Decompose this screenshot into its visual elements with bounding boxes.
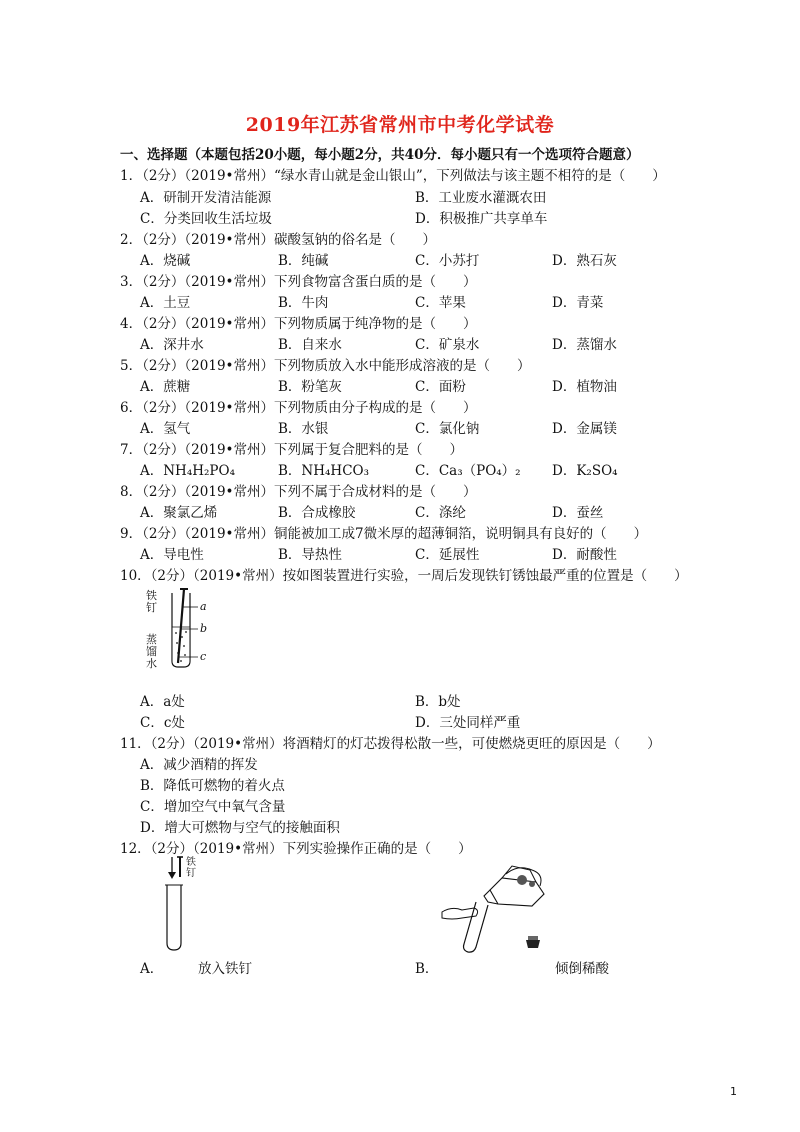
option-b: B．NH₄HCO₃ [278,463,369,479]
question-stem: 4．（2分）（2019•常州）下列物质属于纯净物的是（ ） [120,316,477,332]
option-c: C．延展性 [415,547,480,563]
question-stem: 8．（2分）（2019•常州）下列不属于合成材料的是（ ） [120,484,477,500]
option-d: D．耐酸性 [552,547,617,563]
question-stem: 1．（2分）（2019•常州）“绿水青山就是金山银山”，下列做法与该主题不相符的是（ ） [120,168,666,184]
question-stem: 10．（2分）（2019•常州）按如图装置进行实验，一周后发现铁钉锈蚀最严重的位置是（ ） [120,568,688,584]
option-b: B．自来水 [278,337,342,353]
option-a-caption: 放入铁钉 [198,961,252,977]
option-c: C．氯化钠 [415,421,480,437]
section-heading: 一、选择题（本题包括20小题，每小题2分，共40分．每小题只有一个选项符合题意） [120,147,640,163]
option-c: C．面粉 [415,379,466,395]
option-b: B．降低可燃物的着火点 [140,778,285,794]
option-d: D．K₂SO₄ [552,463,618,479]
option-a: A．聚氯乙烯 [140,505,218,521]
option-d: D．植物油 [552,379,617,395]
figure-point-b: b [200,622,208,635]
option-c: C．矿泉水 [415,337,480,353]
option-b: B．工业废水灌溉农田 [415,190,547,206]
option-d: D．青菜 [552,295,604,311]
option-d: D．蒸馏水 [552,337,617,353]
question-stem: 2．（2分）（2019•常州）碳酸氢钠的俗名是（ ） [120,232,436,248]
option-b: B．合成橡胶 [278,505,356,521]
option-d: D．蚕丝 [552,505,604,521]
option-a: A．a处 [140,694,185,710]
question-stem: 5．（2分）（2019•常州）下列物质放入水中能形成溶液的是（ ） [120,358,531,374]
option-c: C．苹果 [415,295,466,311]
option-a: A．蔗糖 [140,379,191,395]
option-c: C．Ca₃（PO₄）₂ [415,463,521,479]
question-stem: 12．（2分）（2019•常州）下列实验操作正确的是（ ） [120,841,472,857]
figure-label-water: 蒸馏水 [146,633,157,670]
option-c: C．分类回收生活垃圾 [140,211,272,227]
option-a: A．导电性 [140,547,204,563]
figure-point-c: c [200,650,207,663]
option-b: B．b处 [415,694,461,710]
option-b: B．牛肉 [278,295,329,311]
pour-acid-figure [440,860,560,955]
option-d: D．金属镁 [552,421,617,437]
option-d: D．熟石灰 [552,253,617,269]
test-tube-nail-figure [140,585,220,670]
option-b: B． [415,961,439,977]
figure-label-nail-q12: 铁钉 [186,857,196,879]
option-a: A．深井水 [140,337,204,353]
option-a: A．减少酒精的挥发 [140,757,258,773]
question-stem: 6．（2分）（2019•常州）下列物质由分子构成的是（ ） [120,400,477,416]
page-number: 1 [730,1085,737,1098]
question-stem: 9．（2分）（2019•常州）铜能被加工成7微米厚的超薄铜箔，说明铜具有良好的（ ） [120,526,648,542]
option-a: A．氢气 [140,421,191,437]
option-b: B．导热性 [278,547,342,563]
option-c: C．涤纶 [415,505,466,521]
option-c: C．小苏打 [415,253,480,269]
option-a: A． [140,961,164,977]
page-title: 2019年江苏省常州市中考化学试卷 [245,114,555,136]
option-b: B．水银 [278,421,329,437]
option-d: D．三处同样严重 [415,715,521,731]
question-stem: 3．（2分）（2019•常州）下列食物富含蛋白质的是（ ） [120,274,477,290]
question-stem: 11．（2分）（2019•常州）将酒精灯的灯芯拨得松散一些，可使燃烧更旺的原因是（ ） [120,736,661,752]
option-c: C．c处 [140,715,185,731]
option-a: A．烧碱 [140,253,191,269]
option-b: B．纯碱 [278,253,329,269]
option-c: C．增加空气中氧气含量 [140,799,286,815]
figure-point-a: a [200,600,207,613]
option-a: A．NH₄H₂PO₄ [140,463,235,479]
option-d: D．积极推广共享单车 [415,211,548,227]
option-b: B．粉笔灰 [278,379,342,395]
option-b-caption: 倾倒稀酸 [555,961,609,977]
option-a: A．研制开发清洁能源 [140,190,272,206]
figure-label-nail: 铁钉 [146,589,157,614]
question-stem: 7．（2分）（2019•常州）下列属于复合肥料的是（ ） [120,442,463,458]
option-d: D．增大可燃物与空气的接触面积 [140,820,340,836]
nail-into-tube-figure [150,855,220,955]
option-a: A．土豆 [140,295,191,311]
